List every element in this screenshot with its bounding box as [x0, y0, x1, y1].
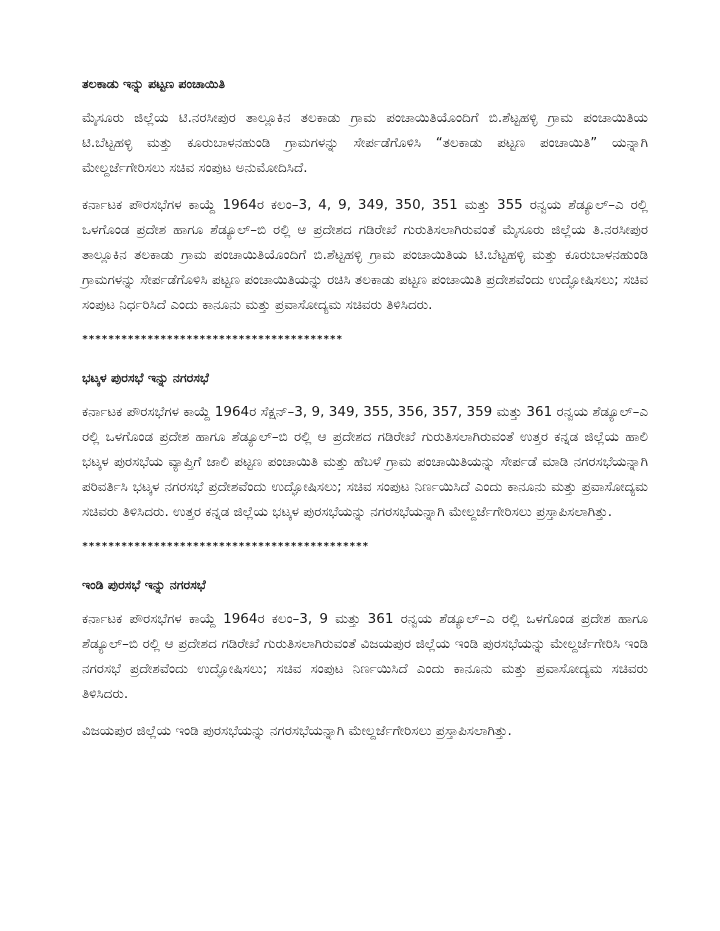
section-heading-indi: ಇಂಡಿ ಪುರಸಭೆ ಇನ್ನು ನಗರಸಭೆ — [82, 577, 206, 592]
paragraph-indi-1: ಕರ್ನಾಟಕ ಪೌರಸಭೆಗಳ ಕಾಯ್ದೆ 1964ರ ಕಲಂ–3, 9 ಮತ್ತು 361 ರನ್ವಯ ಶೆಡ್ಯೂಲ್–ಎ ರಲ್ಲಿ ಒಳಗೊಂಡ ಪ್ರದೇಶ ಹಾಗೂ ಶೆಡ್ಯೂಲ್–ಬಿ ರಲ್ಲಿ ಆ ಪ್ರದೇಶದ ಗಡಿರೇಖೆ ಗುರುತಿಸಲಾಗಿರುವಂತೆ ವಿಜಯಪುರ ಜಿಲ್ಲೆಯ ಇಂಡಿ ಪುರಸಭೆಯನ್ನು ಮೇಲ್ದರ್ಜೆಗೇರಿಸಿ ಇಂಡಿ ನಗರಸಭೆ ಪ್ರದೇಶವೆಂದು ಉದ್ಘೋಷಿಸಲು; ಸಚಿವ ಸಂಪುಟ ನಿರ್ಣಯಿಸಿದೆ ಎಂದು ಕಾನೂನು ಮತ್ತು ಪ್ರವಾಸೋದ್ಯಮ ಸಚಿವರು ತಿಳಿಸಿದರು. — [82, 611, 648, 702]
section-heading-bhatkal: ಭಟ್ಕಳ ಪುರಸಭೆ ಇನ್ನು ನಗರಸಭೆ — [82, 370, 209, 385]
section-heading-talakadu: ತಲಕಾಡು ಇನ್ನು ಪಟ್ಟಣ ಪಂಚಾಯಿತಿ — [82, 76, 225, 91]
separator-line-1: **************************************** — [82, 334, 343, 345]
separator-line-2: ******************************************** — [82, 541, 369, 552]
document-page — [82, 74, 648, 756]
paragraph-indi-2: ವಿಜಯಪುರ ಜಿಲ್ಲೆಯ ಇಂಡಿ ಪುರಸಭೆಯನ್ನು ನಗರಸಭೆಯನ್ನಾಗಿ ಮೇಲ್ದರ್ಜೆಗೇರಿಸಲು ಪ್ರಸ್ತಾಪಿಸಲಾಗಿತ್ತು. — [82, 723, 512, 739]
paragraph-talakadu-1: ಮೈಸೂರು ಜಿಲ್ಲೆಯ ಟಿ.ನರಸೀಪುರ ತಾಲ್ಲೂಕಿನ ತಲಕಾಡು ಗ್ರಾಮ ಪಂಚಾಯಿತಿಯೊಂದಿಗೆ ಬಿ.ಶೆಟ್ಟಹಳ್ಳಿ ಗ್ರಾಮ ಪಂಚಾಯಿತಿಯ ಟಿ.ಬೆಟ್ಟಹಳ್ಳಿ ಮತ್ತು ಕೂರುಬಾಳನಹುಂಡಿ ಗ್ರಾಮಗಳನ್ನು ಸೇರ್ಪಡೆಗೊಳಿಸಿ “ತಲಕಾಡು ಪಟ್ಟಣ ಪಂಚಾಯಿತಿ” ಯನ್ನಾಗಿ ಮೇಲ್ದರ್ಜೆಗೇರಿಸಲು ಸಚಿವ ಸಂಪುಟ ಅನುಮೋದಿಸಿದೆ. — [82, 110, 648, 176]
paragraph-talakadu-2: ಕರ್ನಾಟಕ ಪೌರಸಭೆಗಳ ಕಾಯ್ದೆ 1964ರ ಕಲಂ–3, 4, 9, 349, 350, 351 ಮತ್ತು 355 ರನ್ವಯ ಶೆಡ್ಯೂಲ್–ಎ ರಲ್ಲಿ ಒಳಗೊಂಡ ಪ್ರದೇಶ ಹಾಗೂ ಶೆಡ್ಯೂಲ್–ಬಿ ರಲ್ಲಿ ಆ ಪ್ರದೇಶದ ಗಡಿರೇಖೆ ಗುರುತಿಸಲಾಗಿರುವಂತೆ ಮೈಸೂರು ಜಿಲ್ಲೆಯ ತಿ.ನರಸೀಪುರ ತಾಲ್ಲೂಕಿನ ತಲಕಾಡು ಗ್ರಾಮ ಪಂಚಾಯಿತಿಯೊಂದಿಗೆ ಬಿ.ಶೆಟ್ಟಹಳ್ಳಿ ಗ್ರಾಮ ಪಂಚಾಯಿತಿಯ ಟಿ.ಬೆಟ್ಟಹಳ್ಳಿ ಮತ್ತು ಕೂರುಬಾಳನಹುಂಡಿ ಗ್ರಾಮಗಳನ್ನು ಸೇರ್ಪಡೆಗೊಳಿಸಿ ಪಟ್ಟಣ ಪಂಚಾಯಿತಿಯನ್ನು ರಚಿಸಿ ತಲಕಾಡು ಪಟ್ಟಣ ಪಂಚಾಯಿತಿ ಪ್ರದೇಶವೆಂದು ಉದ್ಘೋಷಿಸಲು; ಸಚಿವ ಸಂಪುಟ ನಿರ್ಧರಿಸಿದೆ ಎಂದು ಕಾನೂನು ಮತ್ತು ಪ್ರವಾಸೋದ್ಯಮ ಸಚಿವರು ತಿಳಿಸಿದರು. — [82, 197, 648, 313]
paragraph-bhatkal-1: ಕರ್ನಾಟಕ ಪೌರಸಭೆಗಳ ಕಾಯ್ದೆ 1964ರ ಸೆಕ್ಷನ್–3, 9, 349, 355, 356, 357, 359 ಮತ್ತು 361 ರನ್ವಯ ಶೆಡ್ಯೂಲ್–ಎ ರಲ್ಲಿ ಒಳಗೊಂಡ ಪ್ರದೇಶ ಹಾಗೂ ಶೆಡ್ಯೂಲ್–ಬಿ ರಲ್ಲಿ ಆ ಪ್ರದೇಶದ ಗಡಿರೇಖೆ ಗುರುತಿಸಲಾಗಿರುವಂತೆ ಉತ್ತರ ಕನ್ನಡ ಜಿಲ್ಲೆಯ ಹಾಲಿ ಭಟ್ಕಳ ಪುರಸಭೆಯ ವ್ಯಾಪ್ತಿಗೆ ಜಾಲಿ ಪಟ್ಟಣ ಪಂಚಾಯಿತಿ ಮತ್ತು ಹೆಬಳೆ ಗ್ರಾಮ ಪಂಚಾಯಿತಿಯನ್ನು ಸೇರ್ಪಡೆ ಮಾಡಿ ನಗರಸಭೆಯನ್ನಾಗಿ ಪರಿವರ್ತಿಸಿ ಭಟ್ಕಳ ನಗರಸಭೆ ಪ್ರದೇಶವೆಂದು ಉದ್ಘೋಷಿಸಲು; ಸಚಿವ ಸಂಪುಟ ನಿರ್ಣಯಿಸಿದೆ ಎಂದು ಕಾನೂನು ಮತ್ತು ಪ್ರವಾಸೋದ್ಯಮ ಸಚಿವರು ತಿಳಿಸಿದರು. ಉತ್ತರ ಕನ್ನಡ ಜಿಲ್ಲೆಯ ಭಟ್ಕಳ ಪುರಸಭೆಯನ್ನು ನಗರಸಭೆಯನ್ನಾಗಿ ಮೇಲ್ದರ್ಜೆಗೇರಿಸಲು ಪ್ರಸ್ತಾಪಿಸಲಾಗಿತ್ತು. — [82, 404, 648, 520]
